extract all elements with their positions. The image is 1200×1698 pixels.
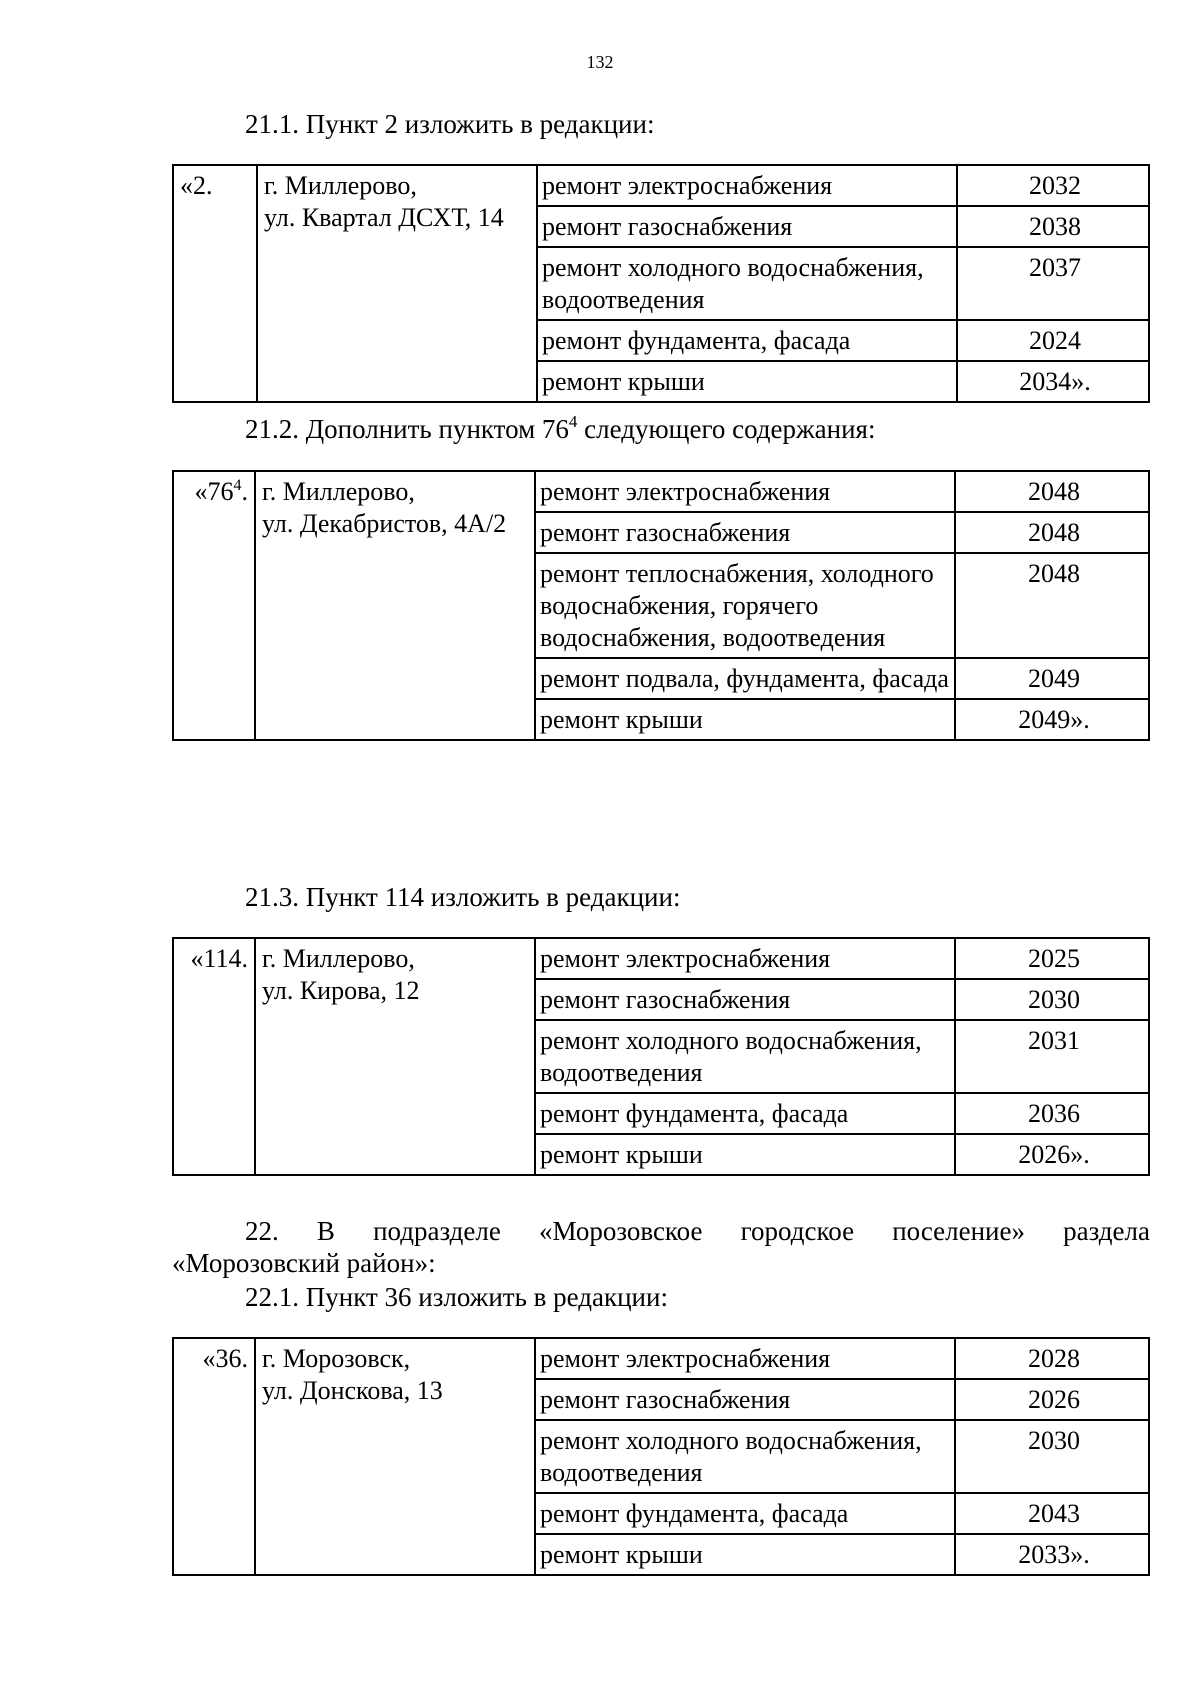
table-row bbox=[173, 938, 1149, 979]
work-year: 2048 bbox=[955, 471, 1149, 512]
table-item-114 bbox=[172, 937, 1150, 1176]
work-year: 2043 bbox=[955, 1493, 1149, 1534]
work-year: 2030 bbox=[955, 1420, 1149, 1493]
address-street: ул. Донскова, 13 bbox=[262, 1376, 443, 1405]
work-year: 2026». bbox=[955, 1134, 1149, 1175]
item-number: «2. bbox=[173, 165, 257, 402]
heading-text-tail: следующего содержания: bbox=[577, 414, 876, 444]
table-row bbox=[173, 1338, 1149, 1379]
work-type: ремонт крыши bbox=[537, 361, 957, 402]
table-item-36 bbox=[172, 1337, 1150, 1576]
item-address bbox=[255, 471, 535, 740]
section-22-intro bbox=[172, 1215, 1150, 1279]
address-street: ул. Декабристов, 4А/2 bbox=[262, 509, 507, 538]
section-heading-21-2 bbox=[245, 413, 875, 445]
address-city: г. Миллерово, bbox=[262, 477, 415, 506]
work-year: 2034». bbox=[957, 361, 1149, 402]
work-type: ремонт газоснабжения bbox=[537, 206, 957, 247]
work-type: ремонт газоснабжения bbox=[535, 979, 955, 1020]
work-type: ремонт фундамента, фасада bbox=[535, 1493, 955, 1534]
heading-superscript: 4 bbox=[568, 412, 578, 431]
page-number: 132 bbox=[586, 52, 614, 72]
heading-text: 21.2. Дополнить пунктом 76 bbox=[245, 414, 569, 444]
item-number bbox=[173, 471, 255, 740]
work-type: ремонт электроснабжения bbox=[537, 165, 957, 206]
intro-line-2: «Морозовский район»: bbox=[172, 1248, 436, 1278]
section-heading-21-1: 21.1. Пункт 2 изложить в редакции: bbox=[245, 109, 655, 139]
section-heading-21-3: 21.3. Пункт 114 изложить в редакции: bbox=[245, 882, 681, 912]
address-city: г. Миллерово, bbox=[262, 944, 415, 973]
work-type: ремонт крыши bbox=[535, 1134, 955, 1175]
address-street: ул. Квартал ДСХТ, 14 bbox=[264, 203, 504, 232]
address-city: г. Миллерово, bbox=[264, 171, 417, 200]
work-type: ремонт газоснабжения bbox=[535, 512, 955, 553]
address-city: г. Морозовск, bbox=[262, 1344, 411, 1373]
work-type: ремонт крыши bbox=[535, 1534, 955, 1575]
table-row bbox=[173, 471, 1149, 512]
item-address bbox=[255, 938, 535, 1175]
work-year: 2049». bbox=[955, 699, 1149, 740]
work-type: ремонт электроснабжения bbox=[535, 938, 955, 979]
item-number-superscript: 4 bbox=[233, 477, 242, 494]
work-type: ремонт холодного водоснабжения, водоотведения bbox=[535, 1420, 955, 1493]
work-year: 2030 bbox=[955, 979, 1149, 1020]
work-type: ремонт теплоснабжения, холодного водоснабжения, горячего водоснабжения, водоотведения bbox=[535, 553, 955, 658]
section-heading-22-1: 22.1. Пункт 36 изложить в редакции: bbox=[245, 1282, 668, 1312]
work-year: 2024 bbox=[957, 320, 1149, 361]
work-year: 2038 bbox=[957, 206, 1149, 247]
work-year: 2033». bbox=[955, 1534, 1149, 1575]
item-number: «114. bbox=[173, 938, 255, 1175]
work-type: ремонт фундамента, фасада bbox=[537, 320, 957, 361]
work-type: ремонт фундамента, фасада bbox=[535, 1093, 955, 1134]
table-item-76-4 bbox=[172, 470, 1150, 741]
item-address bbox=[255, 1338, 535, 1575]
work-type: ремонт газоснабжения bbox=[535, 1379, 955, 1420]
work-year: 2031 bbox=[955, 1020, 1149, 1093]
intro-line-1: 22. В подразделе «Морозовское городское поселение» раздела bbox=[245, 1216, 1150, 1246]
work-year: 2037 bbox=[957, 247, 1149, 320]
item-number-dot: . bbox=[241, 477, 248, 506]
work-year: 2036 bbox=[955, 1093, 1149, 1134]
work-type: ремонт электроснабжения bbox=[535, 471, 955, 512]
work-type: ремонт крыши bbox=[535, 699, 955, 740]
work-type: ремонт электроснабжения bbox=[535, 1338, 955, 1379]
item-number: «36. bbox=[173, 1338, 255, 1575]
work-type: ремонт подвала, фундамента, фасада bbox=[535, 658, 955, 699]
table-row bbox=[173, 165, 1149, 206]
work-year: 2049 bbox=[955, 658, 1149, 699]
table-item-2 bbox=[172, 164, 1150, 403]
work-year: 2026 bbox=[955, 1379, 1149, 1420]
work-year: 2032 bbox=[957, 165, 1149, 206]
work-year: 2025 bbox=[955, 938, 1149, 979]
work-year: 2048 bbox=[955, 512, 1149, 553]
item-number-text: «76 bbox=[194, 477, 234, 506]
item-address bbox=[257, 165, 537, 402]
work-year: 2028 bbox=[955, 1338, 1149, 1379]
work-year: 2048 bbox=[955, 553, 1149, 658]
address-street: ул. Кирова, 12 bbox=[262, 976, 420, 1005]
work-type: ремонт холодного водоснабжения, водоотведения bbox=[537, 247, 957, 320]
work-type: ремонт холодного водоснабжения, водоотведения bbox=[535, 1020, 955, 1093]
